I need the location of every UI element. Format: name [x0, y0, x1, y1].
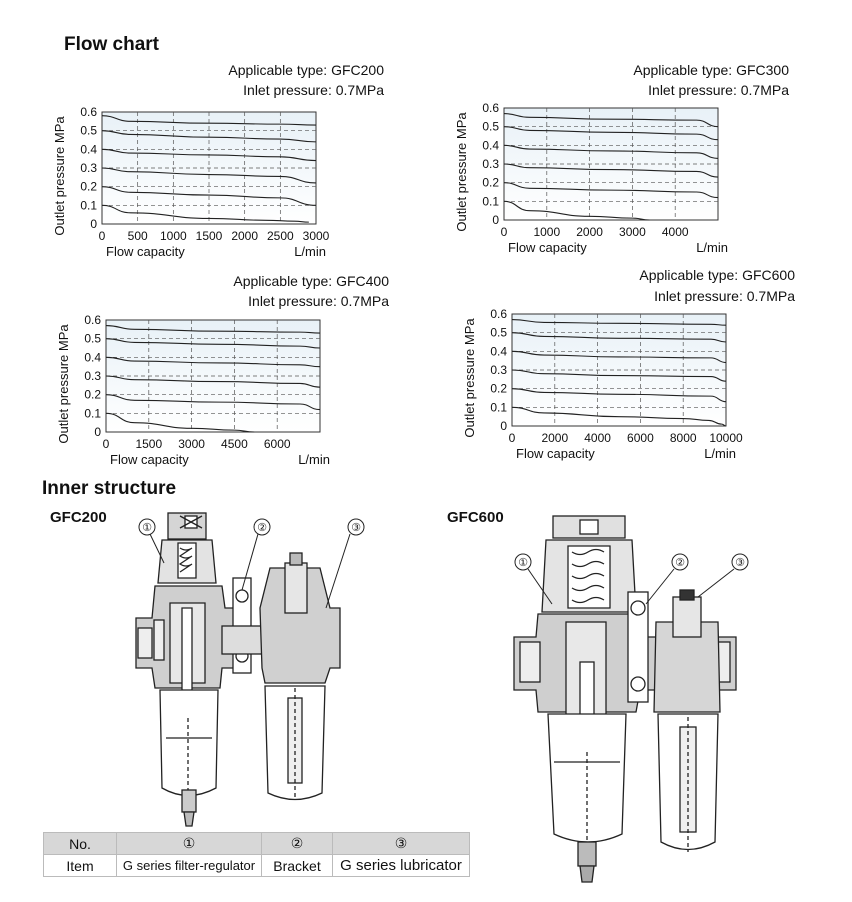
- header-1: ①: [117, 833, 262, 855]
- y-tick-label: 0: [90, 217, 97, 231]
- header-3: ③: [333, 833, 470, 855]
- y-axis-label: Outlet pressure MPa: [56, 324, 71, 444]
- y-tick-label: 0: [94, 425, 101, 439]
- cell-item: Item: [44, 855, 117, 877]
- cell-filter-regulator: G series filter-regulator: [117, 855, 262, 877]
- callout-1-gfc600: ①: [518, 557, 528, 569]
- flow-chart-gfc400: [54, 312, 354, 470]
- y-tick-label: 0.5: [80, 123, 97, 138]
- y-tick-label: 0.1: [490, 400, 507, 415]
- chart4-subtitle: Inlet pressure: 0.7MPa: [654, 288, 795, 304]
- header-no: No.: [44, 833, 117, 855]
- x-tick-label: 3000: [619, 225, 646, 239]
- flow-chart-heading: Flow chart: [64, 34, 160, 55]
- x-tick-label: 6000: [263, 437, 291, 451]
- callout-2-gfc200: ②: [257, 522, 267, 534]
- callout-2-gfc600: ②: [675, 557, 685, 569]
- flow-chart-gfc300: [452, 100, 752, 258]
- y-tick-label: 0.5: [490, 325, 507, 340]
- x-tick-label: 6000: [627, 431, 654, 445]
- x-tick-label: 1000: [159, 229, 187, 243]
- x-tick-label: 4000: [661, 225, 689, 239]
- y-tick-label: 0.1: [482, 194, 499, 209]
- chart1-title: Applicable type: GFC200: [228, 62, 384, 78]
- chart4-title: Applicable type: GFC600: [639, 267, 795, 283]
- y-tick-label: 0.6: [84, 313, 101, 327]
- y-tick-label: 0.3: [482, 157, 499, 171]
- callout-3-gfc200: ③: [351, 522, 361, 534]
- cell-bracket: Bracket: [262, 855, 333, 877]
- gfc200-cutaway-diagram: [130, 508, 370, 833]
- x-tick-label: 10000: [709, 431, 743, 445]
- flow-chart-gfc600: [460, 306, 760, 464]
- x-axis-unit: L/min: [704, 446, 736, 461]
- x-tick-label: 8000: [669, 431, 697, 445]
- y-tick-label: 0: [492, 213, 499, 227]
- x-axis-label: Flow capacity: [110, 452, 189, 467]
- parts-table-header: [44, 833, 470, 855]
- y-tick-label: 0.2: [482, 175, 499, 190]
- y-axis-label: Outlet pressure MPa: [462, 318, 477, 438]
- y-tick-label: 0.2: [80, 179, 97, 194]
- x-tick-label: 4500: [221, 437, 248, 451]
- chart3-title: Applicable type: GFC400: [233, 273, 389, 289]
- y-tick-label: 0.6: [482, 101, 499, 115]
- callout-3-gfc600: ③: [735, 557, 745, 569]
- x-tick-label: 0: [508, 431, 516, 445]
- x-axis-unit: L/min: [294, 244, 326, 259]
- model-label-gfc200: GFC200: [50, 509, 107, 526]
- chart1-subtitle: Inlet pressure: 0.7MPa: [243, 82, 384, 98]
- y-tick-label: 0.3: [490, 363, 507, 377]
- header-2: ②: [262, 833, 333, 855]
- x-tick-label: 0: [98, 229, 106, 243]
- y-tick-label: 0.2: [84, 387, 101, 402]
- y-tick-label: 0.4: [482, 138, 499, 153]
- y-tick-label: 0.3: [84, 369, 101, 383]
- x-tick-label: 2000: [541, 431, 569, 445]
- y-tick-label: 0.2: [490, 381, 507, 396]
- x-tick-label: 3000: [302, 229, 330, 243]
- chart3-subtitle: Inlet pressure: 0.7MPa: [248, 293, 389, 309]
- cell-lubricator: G series lubricator: [333, 855, 470, 877]
- inner-structure-heading: Inner structure: [42, 478, 177, 499]
- x-axis-unit: L/min: [696, 240, 728, 255]
- x-tick-label: 0: [102, 437, 110, 451]
- y-tick-label: 0.1: [80, 198, 97, 213]
- y-axis-label: Outlet pressure MPa: [454, 112, 469, 232]
- x-tick-label: 2000: [231, 229, 259, 243]
- x-tick-label: 2500: [266, 229, 294, 243]
- x-tick-label: 3000: [178, 437, 205, 451]
- y-tick-label: 0: [500, 419, 507, 433]
- parts-table-row: [44, 855, 470, 877]
- x-tick-label: 0: [500, 225, 508, 239]
- x-tick-label: 1500: [195, 229, 223, 243]
- callout-1-gfc200: ①: [142, 522, 152, 534]
- y-tick-label: 0.6: [80, 105, 97, 119]
- y-axis-label: Outlet pressure MPa: [52, 116, 67, 236]
- model-label-gfc600: GFC600: [447, 509, 504, 526]
- x-axis-unit: L/min: [298, 452, 330, 467]
- chart2-subtitle: Inlet pressure: 0.7MPa: [648, 82, 789, 98]
- x-tick-label: 1000: [533, 225, 561, 239]
- y-tick-label: 0.5: [482, 119, 499, 134]
- parts-table: [43, 832, 470, 877]
- x-tick-label: 500: [127, 229, 148, 243]
- y-tick-label: 0.3: [80, 161, 97, 175]
- chart2-title: Applicable type: GFC300: [633, 62, 789, 78]
- y-tick-label: 0.4: [84, 350, 101, 365]
- x-tick-label: 2000: [576, 225, 603, 239]
- x-tick-label: 1500: [135, 437, 163, 451]
- y-tick-label: 0.4: [80, 142, 97, 157]
- y-tick-label: 0.4: [490, 344, 507, 359]
- x-axis-label: Flow capacity: [516, 446, 595, 461]
- y-tick-label: 0.5: [84, 331, 101, 346]
- flow-chart-gfc200: [50, 104, 350, 262]
- y-tick-label: 0.1: [84, 406, 101, 421]
- x-axis-label: Flow capacity: [508, 240, 587, 255]
- x-axis-label: Flow capacity: [106, 244, 185, 259]
- y-tick-label: 0.6: [490, 307, 507, 321]
- x-tick-label: 4000: [584, 431, 611, 445]
- gfc600-cutaway-diagram: [508, 512, 752, 890]
